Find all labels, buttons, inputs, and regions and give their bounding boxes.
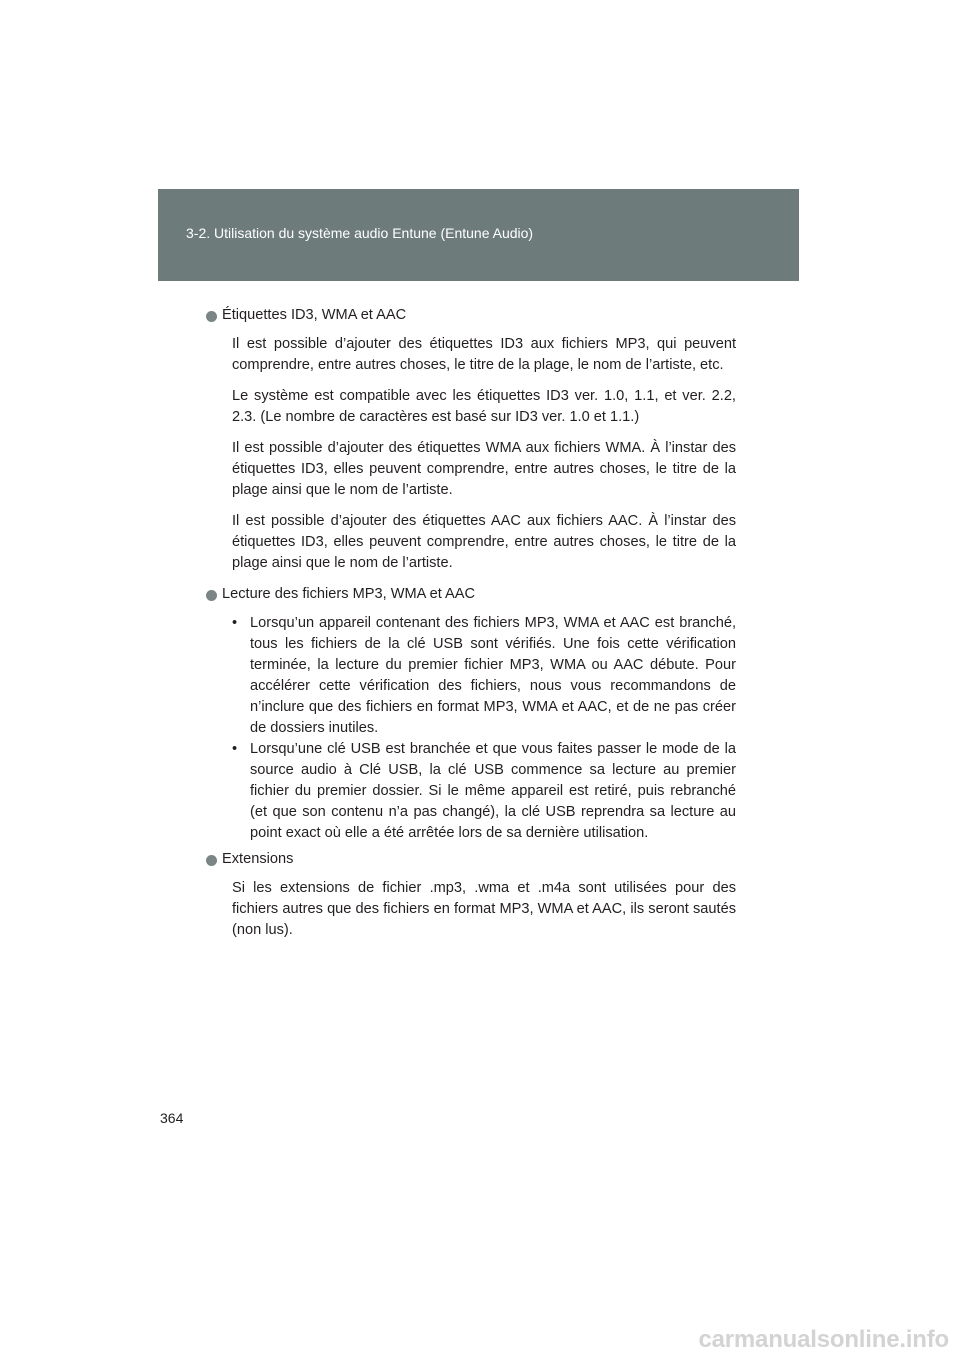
page-content	[222, 305, 736, 951]
paragraph: Si les extensions de fichier .mp3, .wma et .m4a sont utilisées pour des fichiers autres que des fichiers en format MP3, WMA et AAC, ils seront sautés (non lus).	[232, 880, 736, 938]
paragraph: Il est possible d’ajouter des étiquettes WMA aux fichiers WMA. À l’instar des étiquettes ID3, elles peuvent comprendre, entre autres choses, le titre de la plage ainsi que le nom de l’artiste.	[232, 440, 736, 498]
section-heading: Lecture des fichiers MP3, WMA et AAC	[222, 584, 736, 605]
list-item: • Lorsqu’un appareil contenant des fichiers MP3, WMA et AAC est branché, tous les fichiers de la clé USB sont vérifiés. Une fois cette vérification terminée, la lecture du premier fichier MP3, WMA ou AAC débute. Pour accélérer cette vérification des fichiers, nous vous recommandons de n’inclure que des fichiers en format MP3, WMA et AAC, et de ne pas créer de dossiers inutiles.	[232, 615, 736, 736]
paragraph: Il est possible d’ajouter des étiquettes ID3 aux fichiers MP3, qui peuvent comprendre, entre autres choses, le titre de la plage, le nom de l’artiste, etc.	[232, 336, 736, 373]
list-bullet: •	[232, 741, 238, 757]
section-heading: Extensions	[222, 849, 736, 870]
bullet-dot-icon	[206, 855, 217, 866]
bullet-dot-icon	[206, 311, 217, 322]
section-heading: Étiquettes ID3, WMA et AAC	[222, 305, 736, 326]
paragraph: Il est possible d’ajouter des étiquettes AAC aux fichiers AAC. À l’instar des étiquettes ID3, elles peuvent comprendre, entre autres choses, le titre de la plage ainsi que le nom de l’artiste.	[232, 513, 736, 571]
watermark: carmanualsonline.info	[698, 1326, 949, 1353]
section-id3-tags	[222, 305, 736, 574]
page-number: 364	[160, 1110, 184, 1126]
bullet-dot-icon	[206, 590, 217, 601]
list-item: • Lorsqu’une clé USB est branchée et que vous faites passer le mode de la source audio à Clé USB, la clé USB commence sa lecture au premier fichier du premier dossier. Si le même appareil est retiré, puis rebranché (et que son contenu n’a pas changé), la clé USB reprendra sa lecture au point exact où elle a été arrêtée lors de sa dernière utilisation.	[232, 741, 736, 841]
section-playback	[222, 584, 736, 844]
sub-list	[232, 613, 736, 844]
paragraph: Le système est compatible avec les étiquettes ID3 ver. 1.0, 1.1, et ver. 2.2, 2.3. (Le nombre de caractères est basé sur ID3 ver. 1.0 et 1.1.)	[232, 388, 736, 425]
chapter-title: 3-2. Utilisation du système audio Entune (Entune Audio)	[186, 225, 534, 241]
chapter-header-bar	[158, 189, 799, 281]
section-extensions	[222, 849, 736, 941]
list-bullet: •	[232, 615, 238, 631]
